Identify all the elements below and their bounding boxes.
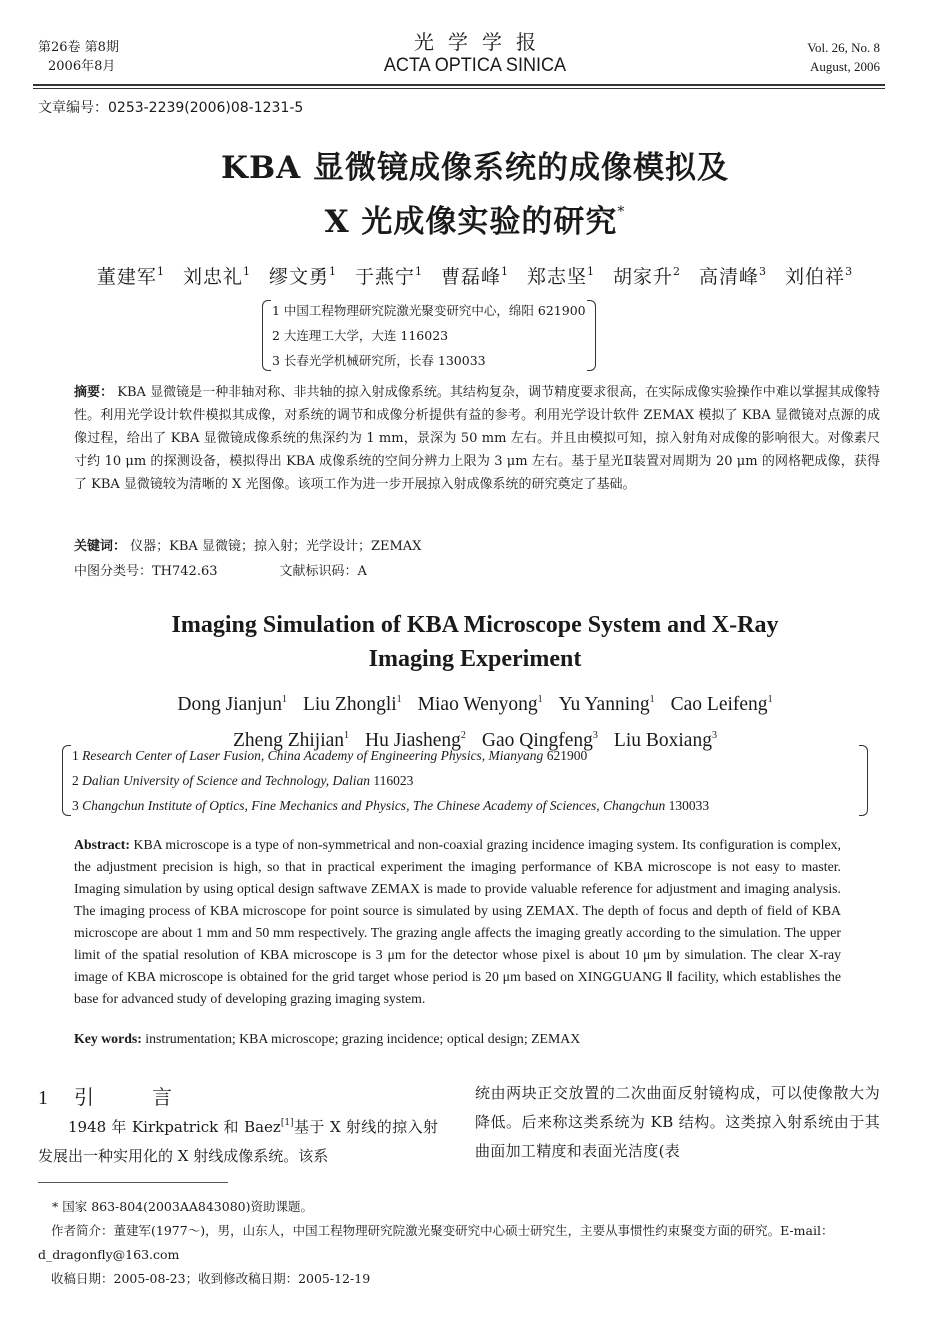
affiliation-marker: 1: [396, 694, 402, 705]
affiliation-marker: 1: [328, 265, 337, 278]
author-name: Cao Leifeng: [670, 694, 768, 715]
affiliation-number: 1: [72, 748, 83, 763]
affiliation-marker: 1: [537, 694, 543, 705]
affiliation-marker: 1: [767, 694, 773, 705]
footnote-author-bio: 作者简介：董建军(1977～)，男，山东人，中国工程物理研究院激光聚变研究中心硕士研究生，主要从事惯性约束聚变方面的研究。E-mail：d_dragonfly@163.com: [38, 1223, 834, 1262]
affiliation-number: 3: [72, 798, 83, 813]
section-title-part1: 引: [74, 1085, 94, 1109]
affiliation-marker: 2: [673, 265, 682, 278]
date-en: August, 2006: [809, 59, 880, 74]
affiliation-marker: 1: [242, 265, 251, 278]
volume-issue-en: Vol. 26, No. 8: [807, 40, 880, 55]
title-cn-line2: X 光成像实验的研究: [324, 204, 618, 240]
body-left-text-2: 基于 X 射线的掠入射发展出一种实用化的 X 射线成像系统。该系: [38, 1118, 438, 1165]
author-cn: [527, 266, 595, 288]
author-name: 于燕宁: [354, 266, 415, 288]
author-name: 郑志坚: [527, 266, 588, 288]
abstract-en: [74, 834, 841, 1010]
abstract-en-text: KBA microscope is a type of non-symmetrical and non-coaxial grazing incidence imaging system. Its configuration is complex, the adjustment precision is high, so that in practical experiment the imaging performance of KBA microscope is not easy to master. Imaging simulation by using optical design saftwave ZEMAX is made to provide valuable reference for adjustment and imaging analysis. The imaging process of KBA microscope for point source is simulated by using ZEMAX. The depth of focus and depth of field of KBA microscope are about 1 mm and 50 mm respectively. The grazing angle affects the imaging greatly according to the simulation. The upper limit of the spatial resolution of KBA microscope is 3 μm for the detector whose pixel is about 10 μm by simulation. The clear X-ray image of KBA microscope is obtained for the grid target whose period is 20 μm based on XINGGUANG Ⅱ facility, which establishes the base for advanced study of developing grazing imaging system.: [74, 837, 841, 1006]
left-brace: [62, 745, 71, 816]
abstract-cn-label: 摘要：: [74, 385, 114, 400]
affiliation-marker: 1: [649, 694, 655, 705]
author-name: Dong Jianjun: [177, 694, 282, 715]
title-footnote-mark: *: [617, 204, 626, 220]
date-cn: 2006年8月: [48, 59, 116, 74]
right-brace: [859, 745, 868, 816]
abstract-cn: [74, 381, 880, 496]
affiliation-marker: 2: [460, 730, 466, 741]
journal-name-en: ACTA OPTICA SINICA: [383, 55, 567, 76]
keywords-en-label: Key words:: [74, 1031, 142, 1046]
keywords-cn: [74, 535, 421, 554]
author-cn: [785, 266, 853, 288]
body-left-text-1: 1948 年 Kirkpatrick 和 Baez: [68, 1118, 281, 1136]
title-en-line1: Imaging Simulation of KBA Microscope System and X-Ray: [171, 612, 779, 638]
author-en: [418, 694, 543, 715]
citation-ref[interactable]: [1]: [280, 1118, 294, 1128]
volume-issue-cn: 第26卷 第8期: [38, 40, 119, 55]
article-number: 文章编号：0253-2239(2006)08-1231-5: [38, 100, 304, 116]
keywords-cn-label: 关键词：: [74, 539, 127, 554]
footnote-rule: [38, 1182, 228, 1183]
affiliation-en: [72, 793, 858, 818]
journal-name-cn: 光学学报: [414, 30, 550, 54]
affiliation-text: Changchun Institute of Optics, Fine Mechanics and Physics, The Chinese Academy of Sciences, Changchun: [82, 798, 669, 813]
author-en: [559, 694, 655, 715]
left-brace: [262, 300, 271, 371]
affiliation-marker: 1: [156, 265, 165, 278]
author-name: 高清峰: [699, 266, 760, 288]
affiliations-en: [62, 743, 868, 818]
author-en: [303, 694, 402, 715]
author-name: Gao Qingfeng: [481, 730, 593, 751]
body-column-right: 统由两块正交放置的二次曲面反射镜构成，可以使像散大为降低。后来称这类系统为 KB 结构。这类掠入射系统由于其曲面加工精度和表面光洁度(表: [475, 1084, 880, 1160]
affiliation-marker: 1: [281, 694, 287, 705]
abstract-cn-text: KBA 显微镜是一种非轴对称、非共轴的掠入射成像系统。其结构复杂，调节精度要求很高，在实际成像实验操作中难以掌握其成像特性。利用光学设计软件模拟其成像，对系统的调节和成像分析提供有益的参考。利用光学设计软件 ZEMAX 模拟了 KBA 显微镜对点源的成像过程，给出了 KBA 显微镜成像系统的焦深约为 1 mm，景深为 50 mm 左右。并且由模拟可知，掠入射角对成像的影响很大。对像素尺寸约 10 μm 的探测设备，模拟得出 KBA 成像系统的空间分辨力上限为 3 μm 左右。基于星光Ⅱ装置对周期为 20 μm 的网格靶成像，获得了 KBA 显微镜较为清晰的 X 光图像。该项工作为进一步开展掠入射成像系统的研究奠定了基础。: [74, 385, 880, 492]
affiliation-marker: 3: [711, 730, 717, 741]
title-en: [0, 608, 950, 676]
author-name: Liu Boxiang: [613, 730, 712, 751]
title-cn: [0, 146, 950, 244]
footnote-funding: * 国家 863-804(2003AA843080)资助课题。: [52, 1199, 313, 1214]
author-en: [671, 694, 773, 715]
keywords-en: [74, 1031, 580, 1047]
author-name: Liu Zhongli: [302, 694, 397, 715]
section-number: 1: [38, 1087, 48, 1109]
author-cn: [699, 266, 767, 288]
author-cn: [183, 266, 251, 288]
clc-number: 中图分类号：TH742.63: [74, 564, 218, 579]
postal-code: 130033: [668, 798, 710, 813]
author-cn: [355, 266, 423, 288]
affiliation-cn-3: 3 长春光学机械研究所，长春 130033: [272, 353, 486, 368]
author-name: Zheng Zhijian: [233, 730, 345, 751]
author-name: 刘忠礼: [182, 266, 243, 288]
section-heading: [38, 1081, 172, 1110]
affiliation-text: Dalian University of Science and Technology, Dalian: [82, 773, 374, 788]
affiliation-en: [72, 743, 858, 768]
author-name: Miao Wenyong: [417, 694, 538, 715]
affiliation-text: Research Center of Laser Fusion, China Academy of Engineering Physics, Mianyang: [82, 748, 547, 763]
authors-cn: [0, 262, 950, 289]
authors-en-row1: [0, 684, 950, 720]
footnote-dates: 收稿日期：2005-08-23；收到修改稿日期：2005-12-19: [51, 1271, 371, 1286]
affiliation-cn-1: 1 中国工程物理研究院激光聚变研究中心，绵阳 621900: [272, 303, 586, 318]
author-name: 缪文勇: [268, 266, 329, 288]
postal-code: 621900: [546, 748, 588, 763]
keywords-en-text: instrumentation; KBA microscope; grazing incidence; optical design; ZEMAX: [145, 1031, 581, 1046]
affiliation-marker: 1: [414, 265, 423, 278]
author-name: 胡家升: [613, 266, 674, 288]
keywords-cn-text: 仪器；KBA 显微镜；掠入射；光学设计；ZEMAX: [130, 539, 422, 554]
affiliation-marker: 1: [587, 265, 596, 278]
affiliation-cn-2: 2 大连理工大学，大连 116023: [272, 328, 449, 343]
title-en-line2: Imaging Experiment: [368, 646, 582, 672]
author-name: Hu Jiasheng: [365, 730, 461, 751]
author-cn: [97, 266, 165, 288]
body-column-left: [38, 1109, 438, 1171]
affiliation-marker: 3: [759, 265, 768, 278]
author-name: 曹磊峰: [440, 266, 501, 288]
affiliation-marker: 1: [344, 730, 350, 741]
affiliations-cn: [262, 298, 596, 373]
abstract-en-label: Abstract:: [74, 837, 130, 852]
document-code: 文献标识码：A: [279, 564, 367, 579]
affiliation-marker: 1: [501, 265, 509, 278]
author-cn: [441, 266, 509, 288]
header-rule-thick: [33, 84, 885, 86]
affiliation-marker: 3: [592, 730, 598, 741]
author-name: Yu Yanning: [558, 694, 650, 715]
title-cn-line1: KBA 显微镜成像系统的成像模拟及: [221, 150, 729, 186]
affiliation-number: 2: [72, 773, 83, 788]
author-cn: [613, 266, 681, 288]
author-name: 董建军: [96, 266, 157, 288]
affiliation-marker: 3: [845, 265, 854, 278]
section-title-part2: 言: [152, 1085, 172, 1109]
postal-code: 116023: [373, 773, 414, 788]
author-en: [177, 694, 287, 715]
author-name: 刘伯祥: [785, 266, 846, 288]
classification-cn: [74, 560, 367, 579]
affiliation-en: [72, 768, 858, 793]
author-cn: [269, 266, 337, 288]
journal-issue-info-en: [807, 38, 880, 76]
header-rule-thin: [33, 88, 885, 89]
right-brace: [587, 300, 596, 371]
